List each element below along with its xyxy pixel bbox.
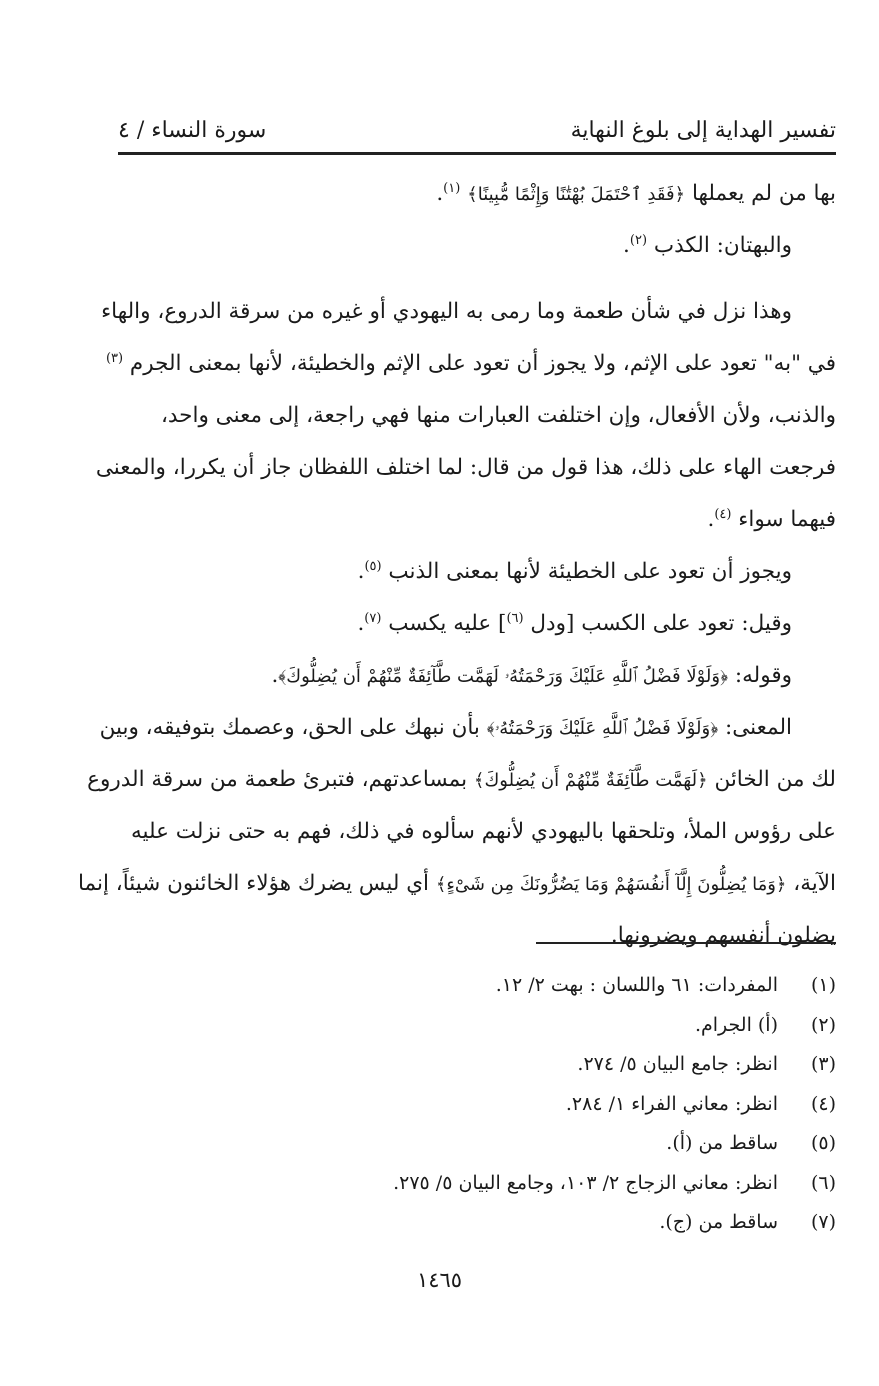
text-line: وهذا نزل في شأن طعمة وما رمى به اليهودي أو غيره من سرقة الدروع، والهاء xyxy=(101,299,792,324)
text-line: والبهتان: الكذب $^{(٢)}$. xyxy=(623,232,792,258)
book-title: تفسير الهداية إلى بلوغ النهاية xyxy=(570,117,836,143)
text-line: لك من الخائن ﴿لَهَمَّت طَّآئِفَةٌ مِّنْهُمْ أَن يُضِلُّوكَ﴾ بمساعدتهم، فتبرئ طعمة من سرقة الدروع xyxy=(87,767,836,792)
footnote-text: انظر: معاني الزجاج ٢/ ١٠٣، وجامع البيان ٥/ ٢٧٥. xyxy=(393,1171,778,1194)
surah-title: سورة النساء / ٤ xyxy=(118,117,267,143)
footnote-rule xyxy=(536,942,836,944)
footnote-ref: (٢) xyxy=(629,232,648,248)
quran-verse: ﴿لَهَمَّت طَّآئِفَةٌ مِّنْهُمْ أَن يُضِلُّوكَ﴾ xyxy=(473,770,708,791)
footnote-ref: (٣) xyxy=(105,350,124,366)
quran-verse: ﴿وَمَا يُضِلُّونَ إِلَّآ أَنفُسَهُمْ وَمَا يَضُرُّونَكَ مِن شَىْءٍ﴾ xyxy=(435,874,787,895)
text-line: يضلون أنفسهم ويضرونها. xyxy=(610,923,836,948)
footnote-text: المفردات: ٦١ واللسان : بهت ٢/ ١٢. xyxy=(495,974,778,996)
main-text xyxy=(77,168,836,962)
text-line: على رؤوس الملأ، وتلحقها باليهودي لأنهم سألوه في ذلك، فهم به حتى نزلت عليه xyxy=(130,819,836,844)
footnote-item xyxy=(118,1124,836,1164)
quran-verse: ﴿وَلَوْلَا فَضْلُ ٱللَّهِ عَلَيْكَ وَرَحْمَتُهُۥ لَهَمَّت طَّآئِفَةٌ مِّنْهُمْ أَن يُضِلُّوكَ﴾ xyxy=(278,666,729,687)
footnote-text: ساقط من (ج). xyxy=(659,1211,778,1233)
text-line: المعنى: ﴿وَلَوْلَا فَضْلُ ٱللَّهِ عَلَيْكَ وَرَحْمَتُهُۥ﴾ بأن نبهك على الحق، وعصمك بتوفيقه، وبين xyxy=(99,715,792,740)
quran-verse: ﴿وَلَوْلَا فَضْلُ ٱللَّهِ عَلَيْكَ وَرَحْمَتُهُۥ﴾ xyxy=(486,718,719,739)
footnote-ref: (٤) xyxy=(714,506,732,522)
quran-verse: ﴿فَقَدِ ٱحْتَمَلَ بُهْتَٰنًا وَإِثْمًا مُّبِينًا﴾ xyxy=(467,184,686,205)
text-line: وقوله: ﴿وَلَوْلَا فَضْلُ ٱللَّهِ عَلَيْكَ وَرَحْمَتُهُۥ لَهَمَّت طَّآئِفَةٌ مِّنْهُمْ أَن يُضِلُّوكَ﴾. xyxy=(271,663,792,688)
footnote-text: انظر: معاني الفراء ١/ ٢٨٤. xyxy=(565,1092,778,1115)
footnote-item xyxy=(118,1164,836,1204)
footnote-item xyxy=(118,1045,836,1085)
footnote-number: (٧) xyxy=(810,1211,836,1233)
page-number: ١٤٦٥ xyxy=(416,1268,463,1292)
text-line: وقيل: تعود على الكسب [ودل $^{(٦)}$] عليه يكسب $^{(٧)}$. xyxy=(357,610,792,636)
running-header xyxy=(118,110,836,150)
text-line: فرجعت الهاء على ذلك، هذا قول من قال: لما اختلف اللفظان جاز أن يكررا، والمعنى xyxy=(95,455,836,480)
footnote-item xyxy=(118,966,836,1006)
footnote-item xyxy=(118,1203,836,1243)
text-line: والذنب، ولأن الأفعال، وإن اختلفت العبارات منها فهي راجعة، إلى معنى واحد، xyxy=(160,403,836,428)
text-line: فيهما سواء $^{(٤)}$. xyxy=(707,506,836,532)
footnote-number: (٦) xyxy=(810,1171,836,1194)
footnote-ref: (١) xyxy=(443,180,461,196)
text-line: بها من لم يعملها ﴿فَقَدِ ٱحْتَمَلَ بُهْتَٰنًا وَإِثْمًا مُّبِينًا﴾ $^{(١)}$. xyxy=(436,180,836,206)
text-line: في "به" تعود على الإثم، ولا يجوز أن تعود على الإثم والخطيئة، لأنها بمعنى الجرم $^{(٣)}$ xyxy=(105,350,836,376)
footnote-ref: (٥) xyxy=(364,558,382,574)
footnote-text: انظر: جامع البيان ٥/ ٢٧٤. xyxy=(577,1053,778,1075)
footnote-text: (أ) الجرام. xyxy=(694,1013,778,1036)
text-line: ويجوز أن تعود على الخطيئة لأنها بمعنى الذنب $^{(٥)}$. xyxy=(357,558,792,584)
footnote-item xyxy=(118,1006,836,1046)
footnotes xyxy=(118,966,836,1243)
header-rule xyxy=(118,152,836,155)
footnote-text: ساقط من (أ). xyxy=(666,1132,778,1154)
footnote-item xyxy=(118,1085,836,1125)
footnote-number: (٥) xyxy=(810,1132,836,1154)
footnote-ref: (٦) xyxy=(506,610,524,626)
footnote-number: (١) xyxy=(810,974,836,996)
footnote-number: (٤) xyxy=(810,1092,836,1115)
footnote-ref: (٧) xyxy=(364,610,382,626)
footnote-number: (٣) xyxy=(810,1053,836,1075)
text-line: الآية، ﴿وَمَا يُضِلُّونَ إِلَّآ أَنفُسَهُمْ وَمَا يَضُرُّونَكَ مِن شَىْءٍ﴾ أي ليس يضرك هؤلاء الخائنون شيئاً، إنما xyxy=(77,871,836,896)
footnote-number: (٢) xyxy=(810,1013,836,1036)
